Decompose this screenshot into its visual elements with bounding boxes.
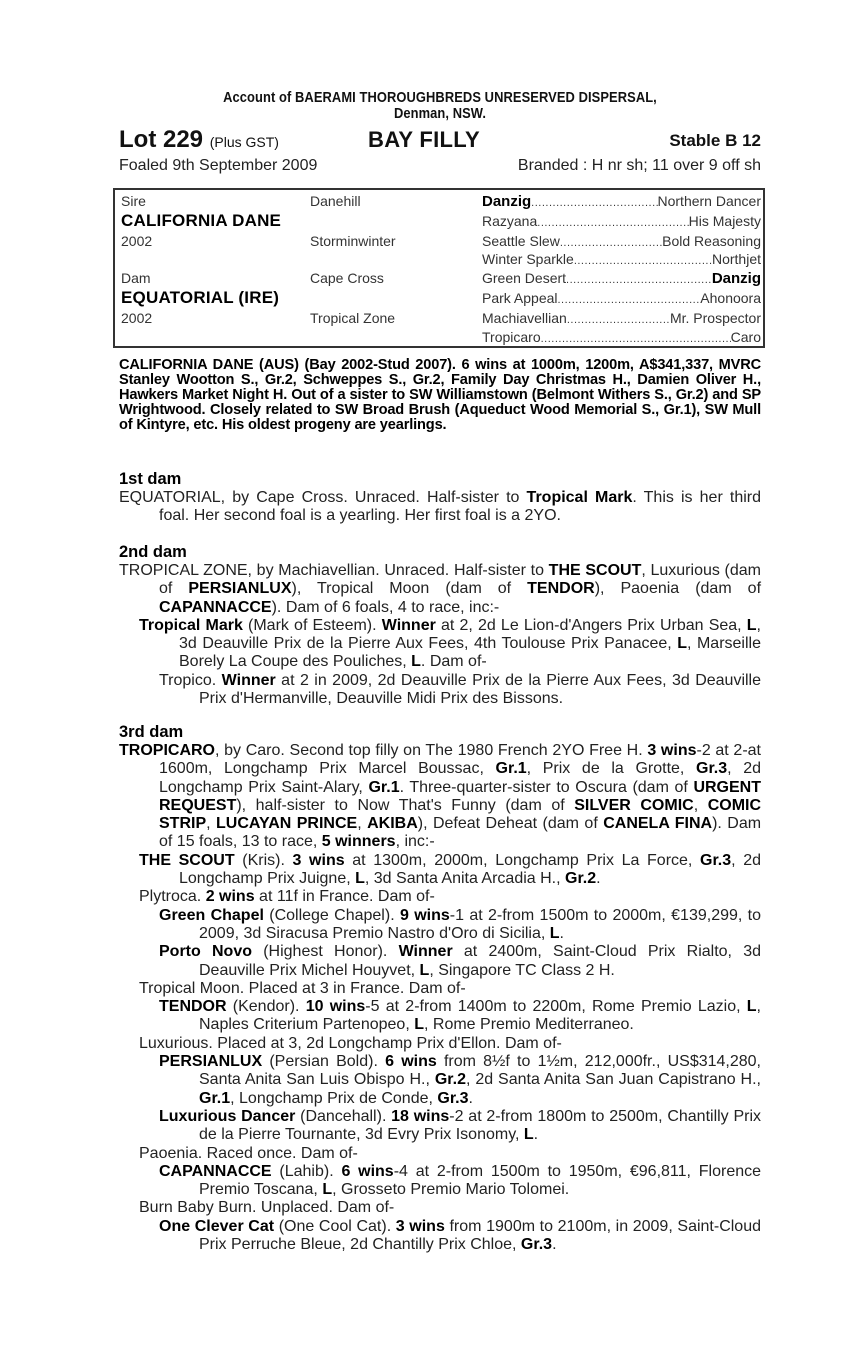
progeny-entry: Luxurious. Placed at 3, 2d Longchamp Prix d'Ellon. Dam of- [139, 1034, 562, 1052]
foaling-row [119, 155, 761, 177]
great-grandparent-row: Razyana ..... His Majesty [482, 212, 761, 233]
dam-name: EQUATORIAL (IRE) [121, 288, 280, 307]
stable-location: Stable B 12 [669, 131, 761, 150]
progeny-entry: Green Chapel (College Chapel). 9 wins-1 at 2-from 1500m to 2000m, €139,299, to 2009, 3d Siracusa Premio Nastro d'Oro di Sicilia, L. [159, 906, 762, 942]
great-grandparent-row: Danzig ..... Northern Dancer [482, 192, 761, 213]
progeny-entry: Paoenia. Raced once. Dam of- [139, 1144, 358, 1162]
progeny-entry: Burn Baby Burn. Unplaced. Dam of- [139, 1199, 395, 1217]
granddam-paternal: Storminwinter [310, 233, 396, 249]
progeny-entry: THE SCOUT (Kris). 3 wins at 1300m, 2000m, Longchamp Prix La Force, Gr.3, 2d Longchamp Prix Juigne, L, 3d Santa Anita Arcadia H., Gr.2. [139, 851, 762, 888]
pedigree-table [113, 188, 765, 348]
great-grandparent-row: Winter Sparkle ..... Northjet [482, 250, 761, 271]
sex-colour: BAY FILLY [368, 127, 480, 152]
dam-year: 2002 [121, 310, 153, 326]
progeny-entry: Tropico. Winner at 2 in 2009, 2d Deauville Prix de la Pierre Aux Fees, 3d Deauville Prix d'Hermanville, Deauville Midi Prix des Bissons. [159, 671, 762, 708]
dam-entry: EQUATORIAL, by Cape Cross. Unraced. Half-sister to Tropical Mark. This is her third foal. Her second foal is a yearling. Her first foal is a 2YO. [119, 489, 762, 525]
progeny-entry: Porto Novo (Highest Honor). Winner at 2400m, Saint-Cloud Prix Rialto, 3d Deauville Prix Michel Houyvet, L, Singapore TC Class 2 H. [159, 943, 762, 979]
progeny-entry: Tropical Moon. Placed at 3 in France. Dam of- [139, 979, 466, 997]
dam-entry: TROPICAL ZONE, by Machiavellian. Unraced. Half-sister to THE SCOUT, Luxurious (dam of PERSIANLUX), Tropical Moon (dam of TENDOR), Paoenia (dam of CAPANNACCE). Dam of 6 foals, 4 to race, inc:- [119, 562, 762, 616]
granddam-maternal: Tropical Zone [310, 310, 396, 326]
sire-label: Sire [121, 193, 146, 209]
progeny-entry: Plytroca. 2 wins at 11f in France. Dam of- [139, 888, 435, 906]
sire-name: CALIFORNIA DANE [121, 211, 282, 230]
consignor-line-2: Denman, NSW. [393, 105, 487, 122]
lot-number [119, 127, 279, 155]
dam-entry: TROPICARO, by Caro. Second top filly on The 1980 French 2YO Free H. 3 wins-2 at 2-at 1600m, Longchamp Prix Marcel Boussac, Gr.1, Prix de la Grotte, Gr.3, 2d Longchamp Prix Saint-Alary, Gr.1. Three-quarter-sister to Oscura (dam of URGENT REQUEST), half-sister to Now That's Funny (dam of SILVER COMIC, COMIC STRIP, LUCAYAN PRINCE, AKIBA), Defeat Deheat (dam of CANELA FINA). Dam of 15 foals, 13 to race, 5 winners, inc:- [119, 742, 762, 851]
section-heading: 1st dam [119, 470, 182, 488]
grandsire-paternal: Danehill [310, 193, 361, 209]
progeny-entry: Luxurious Dancer (Dancehall). 18 wins-2 at 2-from 1800m to 2500m, Chantilly Prix de la Pierre Tournante, 3d Evry Prix Isonomy, L. [159, 1107, 762, 1144]
section-heading: 2nd dam [119, 543, 187, 561]
catalogue-page [119, 89, 762, 1254]
lot-header [119, 127, 761, 153]
lot-label: Lot 229 [119, 126, 204, 153]
great-grandparent-row: Machiavellian ..... Mr. Prospector [482, 309, 761, 330]
great-grandparent-row: Green Desert ..... Danzig [482, 269, 761, 290]
third-dam-section [119, 723, 761, 1254]
consignor-line-1: Account of BAERAMI THOROUGHBREDS UNRESERVED DISPERSAL, [223, 89, 657, 106]
grandsire-maternal: Cape Cross [310, 270, 384, 286]
first-dam-section [119, 470, 761, 526]
sire-year: 2002 [121, 233, 153, 249]
dam-label: Dam [121, 270, 151, 286]
section-heading: 3rd dam [119, 723, 184, 741]
sire-summary: CALIFORNIA DANE (AUS) (Bay 2002-Stud 2007). 6 wins at 1000m, 1200m, A$341,337, MVRC Stanley Wootton S., Gr.2, Schweppes S., Gr.2, Family Day Christmas H., Damien Oliver H., Hawkers Market Night H. Out of a sister to SW Williamstown (Belmont Withers S., Gr.2) and SP Wrightwood. Closely related to SW Broad Brush (Aqueduct Wood Memorial S., Gr.1), SW Mull of Kintyre, etc. His oldest progeny are yearlings. [119, 357, 761, 433]
great-grandparent-row: Park Appeal ..... Ahonoora [482, 289, 761, 310]
progeny-entry: CAPANNACCE (Lahib). 6 wins-4 at 2-from 1500m to 1950m, €96,811, Florence Premio Toscana, L, Grosseto Premio Mario Tolomei. [159, 1162, 762, 1199]
progeny-entry: TENDOR (Kendor). 10 wins-5 at 2-from 1400m to 2200m, Rome Premio Lazio, L, Naples Criterium Partenopeo, L, Rome Premio Mediterraneo. [159, 998, 761, 1034]
progeny-entry: PERSIANLUX (Persian Bold). 6 wins from 8½f to 1½m, 212,000fr., US$314,280, Santa Anita San Luis Obispo H., Gr.2, 2d Santa Anita San Juan Capistrano H., Gr.1, Longchamp Prix de Conde, Gr.3. [159, 1053, 761, 1107]
foaled-date: Foaled 9th September 2009 [119, 157, 318, 174]
progeny-entry: Tropical Mark (Mark of Esteem). Winner at 2, 2d Le Lion-d'Angers Prix Urban Sea, L, 3d Deauville Prix de la Pierre Aux Fees, 4th Toulouse Prix Panacee, L, Marseille Borely La Coupe des Pouliches, L. Dam of- [139, 616, 761, 671]
lot-gst-note: (Plus GST) [209, 134, 279, 150]
great-grandparent-row: Seattle Slew ..... Bold Reasoning [482, 232, 761, 253]
second-dam-section [119, 543, 761, 708]
progeny-entry: One Clever Cat (One Cool Cat). 3 wins from 1900m to 2100m, in 2009, Saint-Cloud Prix Perruche Bleue, 2d Chantilly Prix Chloe, Gr.3. [159, 1217, 762, 1254]
great-grandparent-row: Tropicaro ..... Caro [482, 328, 761, 349]
brand-description: Branded : H nr sh; 11 over 9 off sh [517, 157, 761, 174]
